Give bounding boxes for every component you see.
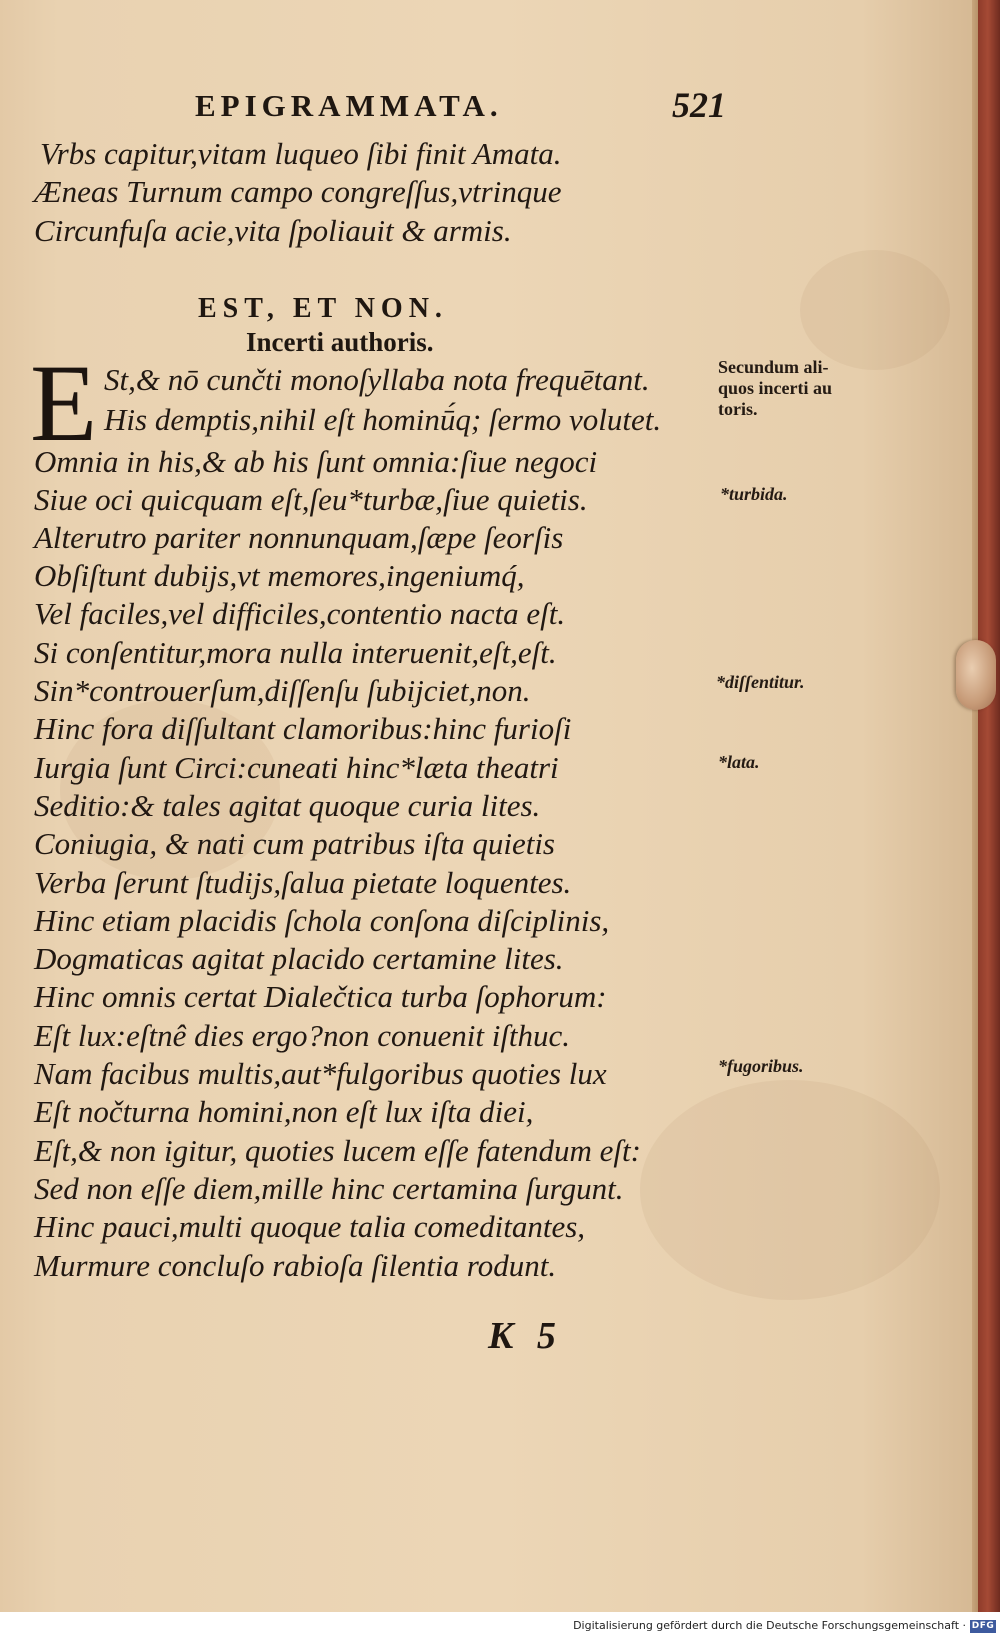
verse-line: Hinc etiam placidis ſchola conſona diſciplinis, <box>34 903 610 938</box>
verse-line: Obſiſtunt dubijs,vt memores,ingeniumq́, <box>34 558 525 593</box>
margin-note-text: quos incerti au <box>718 378 833 398</box>
verse-line: Dogmaticas agitat placido certamine lites. <box>34 941 564 976</box>
verse-line: Hinc pauci,multi quoque talia comeditantes, <box>34 1209 586 1244</box>
verse-line: Nam facibus multis,aut*fulgoribus quoties lux <box>34 1056 607 1091</box>
verse-line: Murmure concluſo rabioſa ſilentia rodunt. <box>34 1248 557 1283</box>
verse-line: St,& nō cunčti monoſyllaba nota frequētant. <box>104 362 650 397</box>
margin-note-text: Secundum ali- <box>718 357 829 377</box>
verse-line: Æneas Turnum campo congreſſus,vtrinque <box>34 174 562 209</box>
verse-line: Eſt,& non igitur, quoties lucem eſſe fatendum eſt: <box>34 1133 641 1168</box>
paper-stain <box>800 250 950 370</box>
verse-line: Circunfuſa acie,vita ſpoliauit & armis. <box>34 213 512 248</box>
poem-title: EST, ET NON. <box>198 293 448 324</box>
margin-note-variant: *turbida. <box>720 484 788 504</box>
margin-note-text: toris. <box>718 399 758 419</box>
poem-subtitle: Incerti authoris. <box>246 327 434 357</box>
verse-line: Eſt nočturna homini,non eſt lux iſta diei, <box>34 1094 534 1129</box>
margin-note-variant: *diſſentitur. <box>716 672 805 692</box>
verse-line: Hinc fora diſſultant clamoribus:hinc furioſi <box>34 711 572 746</box>
verse-line: Si conſentitur,mora nulla interuenit,eſt,eſt. <box>34 635 557 670</box>
dfg-logo: DFG <box>971 1621 995 1631</box>
verse-line: Verba ſerunt ſtudijs,ſalua pietate loquentes. <box>34 865 572 900</box>
book-clasp <box>956 640 996 710</box>
page-number: 521 <box>672 85 726 125</box>
verse-line: Iurgia ſunt Circi:cuneati hinc*læta theatri <box>34 750 559 785</box>
margin-note-variant: *lata. <box>718 752 760 772</box>
verse-line: His demptis,nihil eſt hominū́q; ſermo volutet. <box>104 402 662 437</box>
book-binding-edge <box>978 0 1000 1612</box>
verse-line: Eſt lux:eſtnê dies ergo?non conuenit iſthuc. <box>34 1018 571 1053</box>
funding-credit: Digitalisierung gefördert durch die Deutsche Forschungsgemeinschaft · <box>573 1619 966 1632</box>
running-header: EPIGRAMMATA. <box>195 88 503 123</box>
verse-line: Omnia in his,& ab his ſunt omnia:ſiue negoci <box>34 444 598 479</box>
drop-capital: E <box>30 342 98 464</box>
verse-line: Siue oci quicquam eſt,ſeu*turbæ,ſiue quietis. <box>34 482 588 517</box>
verse-line: Sin*controuerſum,diſſenſu ſubijciet,non. <box>34 673 531 708</box>
verse-line: Hinc omnis certat Dialečtica turba ſophorum: <box>34 979 607 1014</box>
verse-line: Alterutro pariter nonnunquam,ſæpe ſeorſis <box>34 520 564 555</box>
signature-mark: K 5 <box>488 1315 556 1357</box>
paper-stain <box>640 1080 940 1300</box>
verse-line: Vrbs capitur,vitam luqueo ſibi finit Amata. <box>40 136 562 171</box>
verse-line: Seditio:& tales agitat quoque curia lites. <box>34 788 541 823</box>
digitization-footer <box>0 1617 1000 1637</box>
margin-note-authorship <box>718 357 832 420</box>
margin-note-variant: *fugoribus. <box>718 1056 804 1076</box>
verse-line: Coniugia, & nati cum patribus iſta quietis <box>34 826 555 861</box>
verse-line: Vel faciles,vel difficiles,contentio nacta eſt. <box>34 596 566 631</box>
verse-line: Sed non eſſe diem,mille hinc certamina ſurgunt. <box>34 1171 624 1206</box>
